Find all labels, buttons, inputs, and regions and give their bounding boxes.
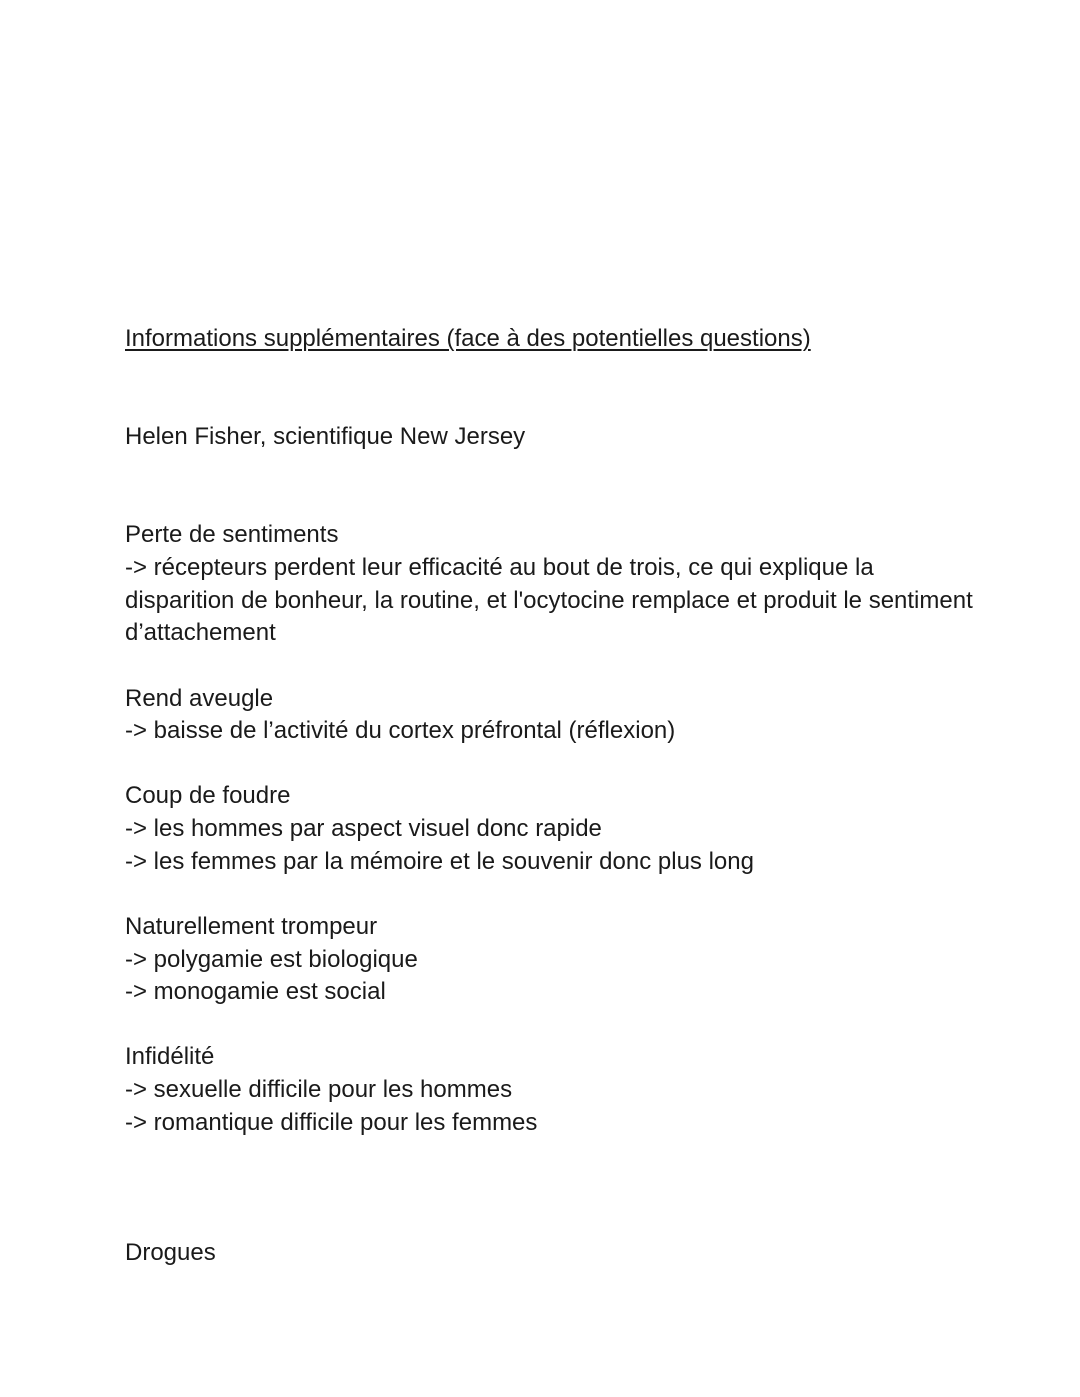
section-line: -> récepteurs perdent leur efficacité au bout de trois, ce qui explique la (125, 554, 874, 581)
section-title-infidelite: Infidélité (125, 1043, 215, 1070)
intro-line: Helen Fisher, scientifique New Jersey (125, 423, 526, 450)
section-title-perte-de-sentiments: Perte de sentiments (125, 521, 339, 548)
section-title-naturellement-trompeur: Naturellement trompeur (125, 913, 378, 940)
section-line: d’attachement (125, 619, 276, 646)
section-line: -> les hommes par aspect visuel donc rapide (125, 815, 602, 842)
section-line: -> romantique difficile pour les femmes (125, 1109, 538, 1136)
section-line: -> sexuelle difficile pour les hommes (125, 1076, 513, 1103)
section-title-drogues: Drogues (125, 1239, 216, 1266)
section-title-rend-aveugle: Rend aveugle (125, 685, 274, 712)
section-line: -> monogamie est social (125, 978, 386, 1005)
section-line: disparition de bonheur, la routine, et l'ocytocine remplace et produit le sentiment (125, 587, 973, 614)
section-line: -> baisse de l’activité du cortex préfrontal (réflexion) (125, 717, 676, 744)
page-heading: Informations supplémentaires (face à des potentielles questions) (125, 325, 811, 352)
section-title-coup-de-foudre: Coup de foudre (125, 782, 291, 809)
section-line: -> polygamie est biologique (125, 946, 418, 973)
section-line: -> les femmes par la mémoire et le souvenir donc plus long (125, 848, 754, 875)
